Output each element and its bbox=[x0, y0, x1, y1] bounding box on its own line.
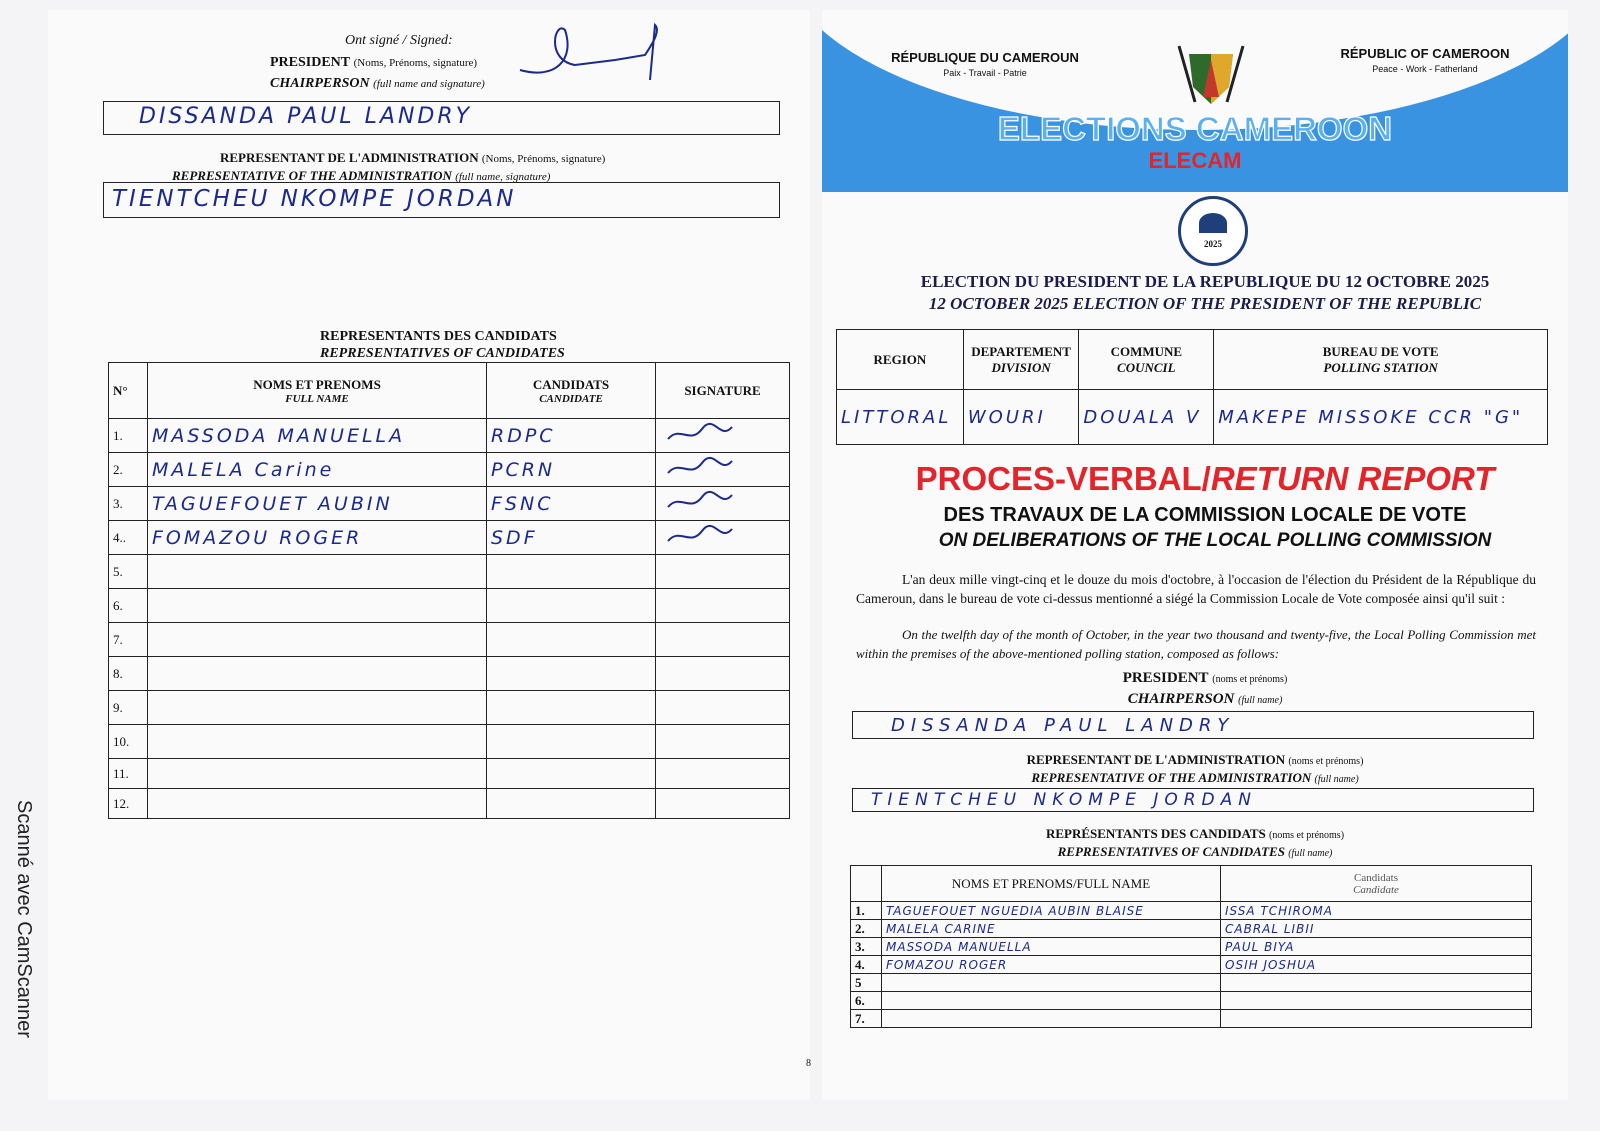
table-row bbox=[851, 992, 1532, 1010]
rep-candidate bbox=[487, 759, 656, 789]
elecam: ELECAM bbox=[1148, 148, 1242, 173]
rep-signature bbox=[656, 691, 790, 725]
admin-label: REPRESENTANT DE L'ADMINISTRATION bbox=[220, 150, 479, 165]
rep-name bbox=[148, 657, 487, 691]
rep-signature bbox=[656, 623, 790, 657]
rep-candidate bbox=[487, 691, 656, 725]
rep-candidate bbox=[1221, 992, 1532, 1010]
row-number: 12. bbox=[109, 789, 148, 819]
table-row bbox=[109, 759, 790, 789]
chairperson-label: CHAIRPERSON bbox=[270, 76, 370, 91]
col-candidate-en: CANDIDATE bbox=[539, 392, 603, 405]
rep-signature bbox=[656, 555, 790, 589]
reps-heading: REPRESENTANTS DES CANDIDATS bbox=[320, 329, 557, 344]
table-row bbox=[851, 938, 1532, 956]
col-name-en: FULL NAME bbox=[285, 392, 349, 405]
admin-en-label: REPRESENTATIVE OF THE ADMINISTRATION bbox=[172, 168, 452, 183]
rep-name bbox=[882, 974, 1221, 992]
coat-of-arms-icon bbox=[1175, 42, 1247, 108]
row-number: 4.. bbox=[109, 521, 148, 555]
row-number: 11. bbox=[109, 759, 148, 789]
location-table bbox=[836, 329, 1548, 445]
table-row bbox=[851, 956, 1532, 974]
rep-name bbox=[148, 789, 487, 819]
rep-name: FOMAZOU ROGER bbox=[148, 521, 487, 555]
election-title-fr: ELECTION DU PRESIDENT DE LA REPUBLIQUE DU 12 OCTOBRE 2025 bbox=[920, 272, 1490, 291]
intro-fr: L'an deux mille vingt-cinq et le douze du mois d'octobre, à l'occasion de l'élection du Président de la République du Cameroun, dans le bureau de vote ci-dessus mentionné a siégé la Commission Locale de Vote composée ainsi qu'il suit : bbox=[856, 572, 1536, 606]
election-seal: 2025 bbox=[1178, 196, 1248, 266]
row-number: 4. bbox=[851, 956, 882, 974]
table-row bbox=[109, 589, 790, 623]
page-number: 8 bbox=[806, 1058, 811, 1069]
reps-heading-r: REPRÉSENTANTS DES CANDIDATS bbox=[1045, 826, 1266, 841]
president-note-r: (noms et prénoms) bbox=[1212, 674, 1288, 685]
rep-name: FOMAZOU ROGER bbox=[882, 956, 1221, 974]
col-candidate-en-r: Candidate bbox=[1353, 883, 1399, 896]
rep-candidate bbox=[1221, 1010, 1532, 1028]
admin-name-field-r: TIENTCHEU NKOMPE JORDAN bbox=[852, 788, 1534, 812]
chairperson-label-r: CHAIRPERSON bbox=[1127, 691, 1235, 707]
location-header: REGION bbox=[837, 330, 964, 390]
signed-label: Ont signé / Signed: bbox=[345, 33, 453, 48]
table-row bbox=[851, 902, 1532, 920]
row-number: 9. bbox=[109, 691, 148, 725]
motto-fr: Paix - Travail - Patrie bbox=[943, 68, 1027, 78]
republic-fr: RÉPUBLIQUE DU CAMEROUN bbox=[891, 50, 1079, 65]
chairperson-note: (full name and signature) bbox=[373, 78, 485, 90]
row-number: 2. bbox=[109, 453, 148, 487]
rep-signature bbox=[656, 589, 790, 623]
rep-candidate bbox=[487, 725, 656, 759]
table-row bbox=[109, 725, 790, 759]
rep-signature bbox=[656, 789, 790, 819]
table-row bbox=[109, 487, 790, 521]
table-row bbox=[109, 555, 790, 589]
admin-label-r: REPRESENTANT DE L'ADMINISTRATION bbox=[1026, 752, 1286, 767]
row-number: 7. bbox=[109, 623, 148, 657]
col-candidate-r: Candidats bbox=[1354, 871, 1398, 884]
admin-en-note-r: (full name) bbox=[1314, 774, 1359, 785]
rep-candidate: RDPC bbox=[487, 419, 656, 453]
rep-signature bbox=[656, 759, 790, 789]
admin-en-label-r: REPRESENTATIVE OF THE ADMINISTRATION bbox=[1031, 770, 1312, 785]
rep-candidate bbox=[487, 789, 656, 819]
rep-candidate: ISSA TCHIROMA bbox=[1221, 902, 1532, 920]
row-number: 10. bbox=[109, 725, 148, 759]
rep-candidate: CABRAL LIBII bbox=[1221, 920, 1532, 938]
row-number: 6. bbox=[109, 589, 148, 623]
location-value: LITTORAL bbox=[837, 390, 964, 445]
row-number: 1. bbox=[851, 902, 882, 920]
rep-signature bbox=[656, 419, 790, 453]
table-row bbox=[109, 623, 790, 657]
row-number: 2. bbox=[851, 920, 882, 938]
rep-name bbox=[148, 589, 487, 623]
rep-candidate: FSNC bbox=[487, 487, 656, 521]
admin-note-r: (noms et prénoms) bbox=[1288, 756, 1364, 767]
rep-name: MASSODA MANUELLA bbox=[148, 419, 487, 453]
rep-name bbox=[148, 555, 487, 589]
rep-name bbox=[148, 623, 487, 657]
table-row bbox=[109, 521, 790, 555]
location-header: BUREAU DE VOTE POLLING STATION bbox=[1214, 330, 1548, 390]
row-number: 7. bbox=[851, 1010, 882, 1028]
col-signature: SIGNATURE bbox=[656, 363, 790, 419]
president-name-field: DISSANDA PAUL LANDRY bbox=[103, 101, 780, 135]
motto-en: Peace - Work - Fatherland bbox=[1372, 64, 1478, 74]
rep-signature bbox=[656, 487, 790, 521]
rep-candidate: OSIH JOSHUA bbox=[1221, 956, 1532, 974]
rep-name: MALELA Carine bbox=[148, 453, 487, 487]
rep-name: MALELA CARINE bbox=[882, 920, 1221, 938]
row-number: 1. bbox=[109, 419, 148, 453]
pv-subtitle-en: ON DELIBERATIONS OF THE LOCAL POLLING COMMISSION bbox=[938, 530, 1492, 551]
row-number: 8. bbox=[109, 657, 148, 691]
pv-subtitle-fr: DES TRAVAUX DE LA COMMISSION LOCALE DE VOTE bbox=[943, 504, 1467, 526]
left-reps-table bbox=[108, 362, 790, 819]
col-candidate: CANDIDATS bbox=[532, 376, 610, 392]
admin-name-field: TIENTCHEU NKOMPE JORDAN bbox=[103, 182, 780, 218]
rep-name bbox=[148, 759, 487, 789]
rep-name bbox=[882, 992, 1221, 1010]
president-name-field-r: DISSANDA PAUL LANDRY bbox=[852, 711, 1534, 739]
location-value: DOUALA V bbox=[1079, 390, 1214, 445]
table-row bbox=[851, 1010, 1532, 1028]
admin-en-note: (full name, signature) bbox=[455, 171, 551, 183]
table-row bbox=[109, 691, 790, 725]
rep-signature bbox=[656, 725, 790, 759]
col-no: N° bbox=[109, 363, 148, 419]
intro-en: On the twelfth day of the month of October, in the year two thousand and twenty-five, the Local Polling Commission met within the premises of the above-mentioned polling station, composed as follows: bbox=[856, 627, 1536, 661]
location-value: WOURI bbox=[963, 390, 1079, 445]
col-name: NOMS ET PRENOMS bbox=[253, 376, 381, 392]
rep-candidate bbox=[487, 657, 656, 691]
president-label: PRESIDENT bbox=[270, 55, 351, 70]
rep-name: TAGUEFOUET NGUEDIA AUBIN BLAISE bbox=[882, 902, 1221, 920]
rep-name bbox=[148, 691, 487, 725]
location-header: DEPARTEMENT DIVISION bbox=[963, 330, 1079, 390]
table-row bbox=[851, 920, 1532, 938]
rep-signature bbox=[656, 657, 790, 691]
col-name-r: NOMS ET PRENOMS/FULL NAME bbox=[882, 866, 1221, 902]
president-note: (Noms, Prénoms, signature) bbox=[353, 57, 478, 69]
table-row bbox=[109, 419, 790, 453]
reps-note-en-r: (full name) bbox=[1288, 848, 1333, 859]
rep-candidate bbox=[1221, 974, 1532, 992]
rep-signature bbox=[656, 453, 790, 487]
row-number: 3. bbox=[109, 487, 148, 521]
rep-name: MASSODA MANUELLA bbox=[882, 938, 1221, 956]
pv-title: PROCES-VERBAL/RETURN REPORT bbox=[915, 460, 1495, 497]
chairperson-note-r: (full name) bbox=[1238, 695, 1283, 706]
right-reps-table bbox=[850, 865, 1532, 1028]
table-row bbox=[109, 657, 790, 691]
rep-name bbox=[882, 1010, 1221, 1028]
location-value: MAKEPE MISSOKE CCR "G" bbox=[1214, 390, 1548, 445]
reps-heading-en-r: REPRESENTATIVES OF CANDIDATES bbox=[1057, 844, 1285, 859]
table-row bbox=[851, 974, 1532, 992]
rep-name bbox=[148, 725, 487, 759]
rep-candidate: PCRN bbox=[487, 453, 656, 487]
president-signature bbox=[515, 20, 675, 100]
rep-candidate bbox=[487, 589, 656, 623]
row-number: 6. bbox=[851, 992, 882, 1010]
rep-signature bbox=[656, 521, 790, 555]
rep-name: TAGUEFOUET AUBIN bbox=[148, 487, 487, 521]
reps-heading-en: REPRESENTATIVES OF CANDIDATES bbox=[320, 346, 565, 361]
rep-candidate: SDF bbox=[487, 521, 656, 555]
rep-candidate bbox=[487, 555, 656, 589]
table-row bbox=[109, 453, 790, 487]
location-header: COMMUNE COUNCIL bbox=[1079, 330, 1214, 390]
row-number: 3. bbox=[851, 938, 882, 956]
republic-en: RÉPUBLIC OF CAMEROON bbox=[1340, 46, 1510, 61]
president-label-r: PRESIDENT bbox=[1122, 670, 1209, 686]
rep-candidate: PAUL BIYA bbox=[1221, 938, 1532, 956]
election-title-en: 12 OCTOBER 2025 ELECTION OF THE PRESIDENT OF THE REPUBLIC bbox=[928, 294, 1482, 313]
table-row bbox=[109, 789, 790, 819]
admin-note: (Noms, Prénoms, signature) bbox=[481, 153, 606, 165]
row-number: 5 bbox=[851, 974, 882, 992]
reps-note-r: (noms et prénoms) bbox=[1269, 830, 1345, 841]
row-number: 5. bbox=[109, 555, 148, 589]
scanner-watermark: Scanné avec CamScanner bbox=[13, 800, 35, 1038]
rep-candidate bbox=[487, 623, 656, 657]
elections-cameroon: ELECTIONS CAMEROON bbox=[997, 110, 1393, 147]
